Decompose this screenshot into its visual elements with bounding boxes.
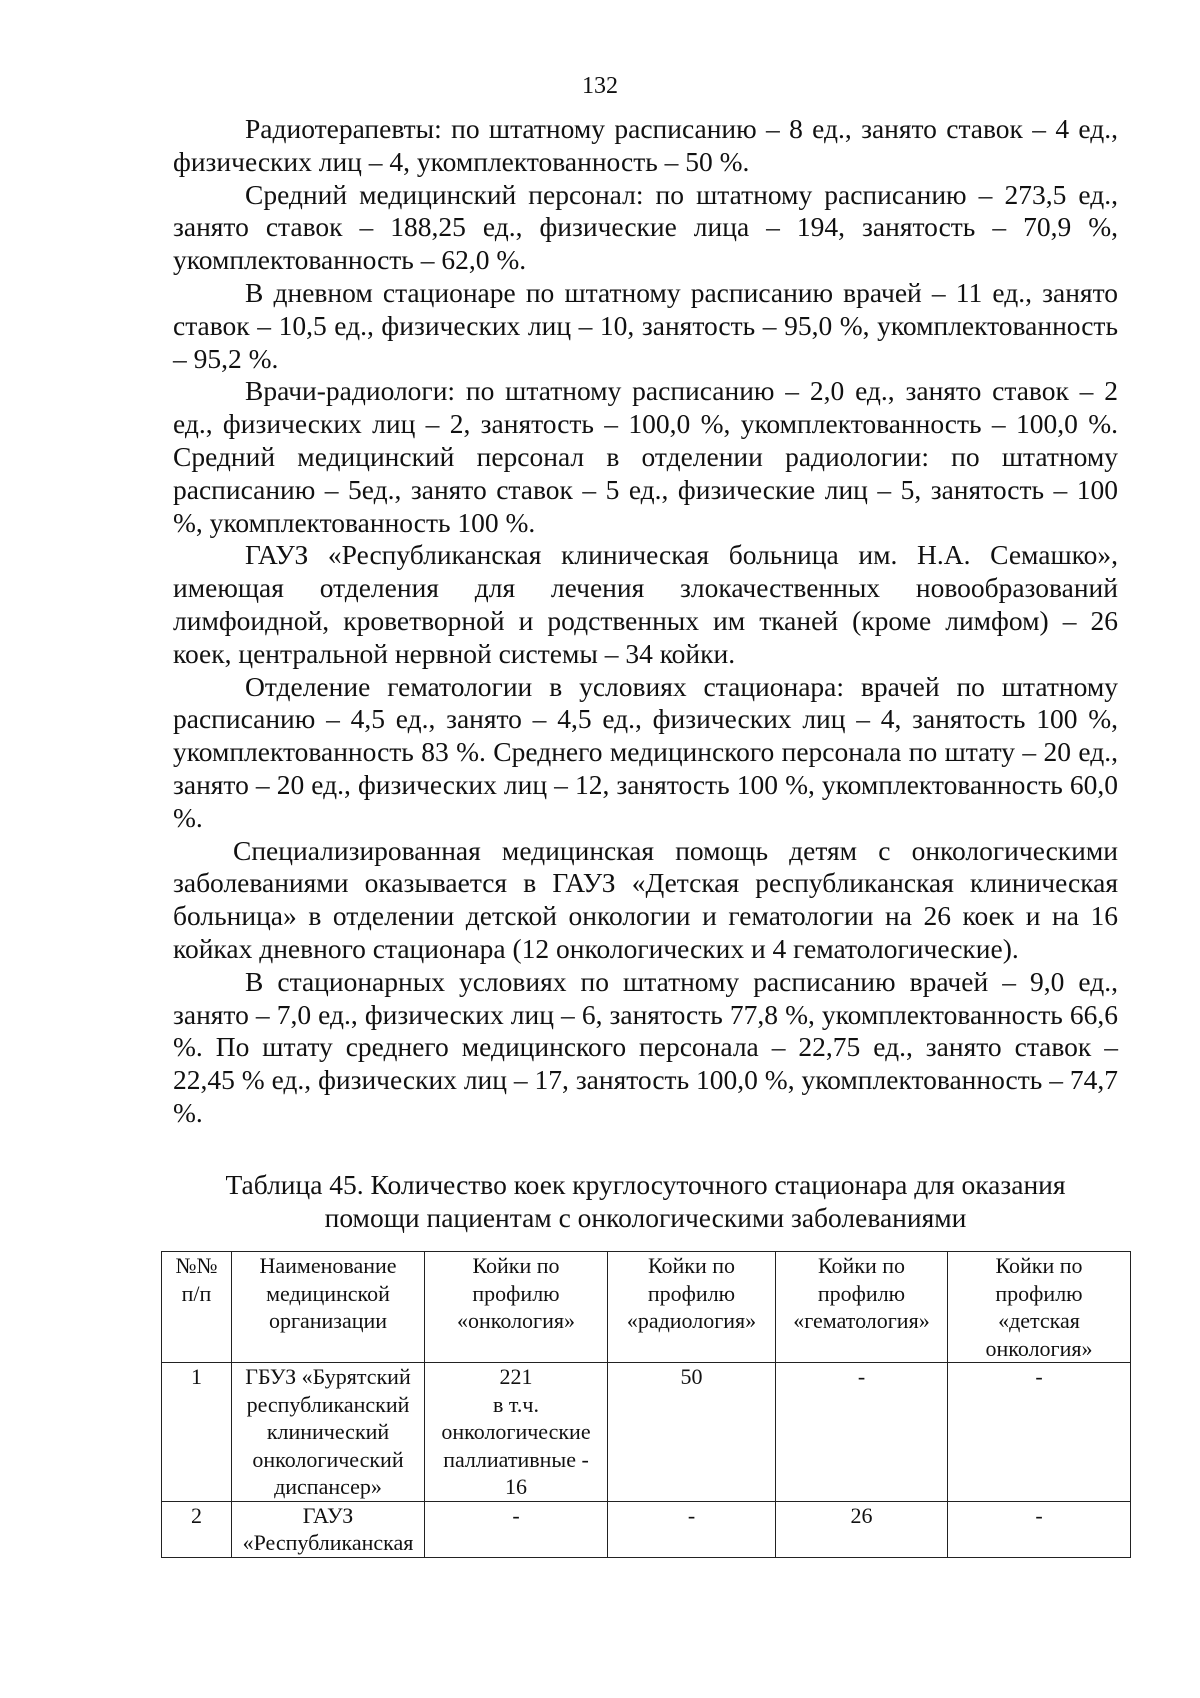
cell-radiology: 50 xyxy=(608,1363,776,1502)
cell-organization: ГБУЗ «Бурятский республиканский клинический онкологический диспансер» xyxy=(232,1363,425,1502)
table-row xyxy=(162,1363,1131,1502)
paragraph-radiologists: Врачи-радиологи: по штатному расписанию – 2,0 ед., занято ставок – 2 ед., физических лиц – 2, занятость – 100,0 %, укомплектованность – 100,0 %. Средний медицинский персонал в отделении радиологии: по штатному расписанию – 5ед., занято ставок – 5 ед., физические лиц – 5, занятость – 100 %, укомплектованность 100 %. xyxy=(173,375,1118,538)
header-cell-number: №№ п/п xyxy=(162,1252,232,1363)
header-cell-organization: Наименование медицинской организации xyxy=(232,1252,425,1363)
header-cell-oncology: Койки по профилю «онкология» xyxy=(425,1252,608,1363)
paragraph-pediatric-oncology: Специализированная медицинская помощь детям с онкологическими заболеваниями оказывается в ГАУЗ «Детская республиканская клиническая больница» в отделении детской онкологии и гематологии на 26 коек и на 16 койках дневного стационара (12 онкологических и 4 гематологические). xyxy=(173,834,1118,964)
cell-number: 2 xyxy=(162,1501,232,1557)
header-cell-hematology: Койки по профилю «гематология» xyxy=(776,1252,948,1363)
paragraph-day-hospital: В дневном стационаре по штатному расписанию врачей – 11 ед., занято ставок – 10,5 ед., физических лиц – 10, занятость – 95,0 %, укомплектованность – 95,2 %. xyxy=(173,276,1118,374)
paragraph-radiotherapists: Радиотерапевты: по штатному расписанию – 8 ед., занято ставок – 4 ед., физических лиц – 4, укомплектованность – 50 %. xyxy=(173,113,1118,177)
cell-hematology: 26 xyxy=(776,1501,948,1557)
cell-hematology: - xyxy=(776,1363,948,1502)
cell-number: 1 xyxy=(162,1363,232,1502)
header-cell-pediatric-oncology: Койки по профилю «детская онкология» xyxy=(948,1252,1131,1363)
paragraph-inpatient-staff: В стационарных условиях по штатному расписанию врачей – 9,0 ед., занято – 7,0 ед., физических лиц – 6, занятость 77,8 %, укомплектованность 66,6 %. По штату среднего медицинского персонала – 22,75 ед., занято ставок – 22,45 % ед., физических лиц – 17, занятость 100,0 %, укомплектованность – 74,7 %. xyxy=(173,965,1118,1128)
table-caption-line: помощи пациентам с онкологическими заболеваниями xyxy=(324,1202,967,1233)
beds-table xyxy=(161,1251,1131,1558)
paragraph-nursing-staff: Средний медицинский персонал: по штатному расписанию – 273,5 ед., занято ставок – 188,25 ед., физические лица – 194, занятость – 70,9 %, укомплектованность – 62,0 %. xyxy=(173,178,1118,276)
paragraph-semashko-hospital: ГАУЗ «Республиканская клиническая больница им. Н.А. Семашко», имеющая отделения для лечения злокачественных новообразований лимфоидной, кроветворной и родственных им тканей (кроме лимфом) – 26 коек, центральной нервной системы – 34 койки. xyxy=(173,539,1118,669)
cell-radiology: - xyxy=(608,1501,776,1557)
header-cell-radiology: Койки по профилю «радиология» xyxy=(608,1252,776,1363)
cell-oncology: - xyxy=(425,1501,608,1557)
cell-oncology: 221 в т.ч. онкологические паллиативные - 16 xyxy=(425,1363,608,1502)
table-caption xyxy=(173,1168,1118,1234)
table-row xyxy=(162,1501,1131,1557)
cell-pediatric-oncology: - xyxy=(948,1501,1131,1557)
cell-organization: ГАУЗ «Республиканская xyxy=(232,1501,425,1557)
paragraph-hematology: Отделение гематологии в условиях стационара: врачей по штатному расписанию – 4,5 ед., занято – 4,5 ед., физических лиц – 4, занятость 100 %, укомплектованность 83 %. Среднего медицинского персонала по штату – 20 ед., занято – 20 ед., физических лиц – 12, занятость 100 %, укомплектованность 60,0 %. xyxy=(173,670,1118,833)
page-number: 132 xyxy=(582,73,618,99)
table-header-row xyxy=(162,1252,1131,1363)
body-text xyxy=(173,113,1118,1130)
table-caption-line: Таблица 45. Количество коек круглосуточного стационара для оказания xyxy=(225,1169,1066,1200)
cell-pediatric-oncology: - xyxy=(948,1363,1131,1502)
